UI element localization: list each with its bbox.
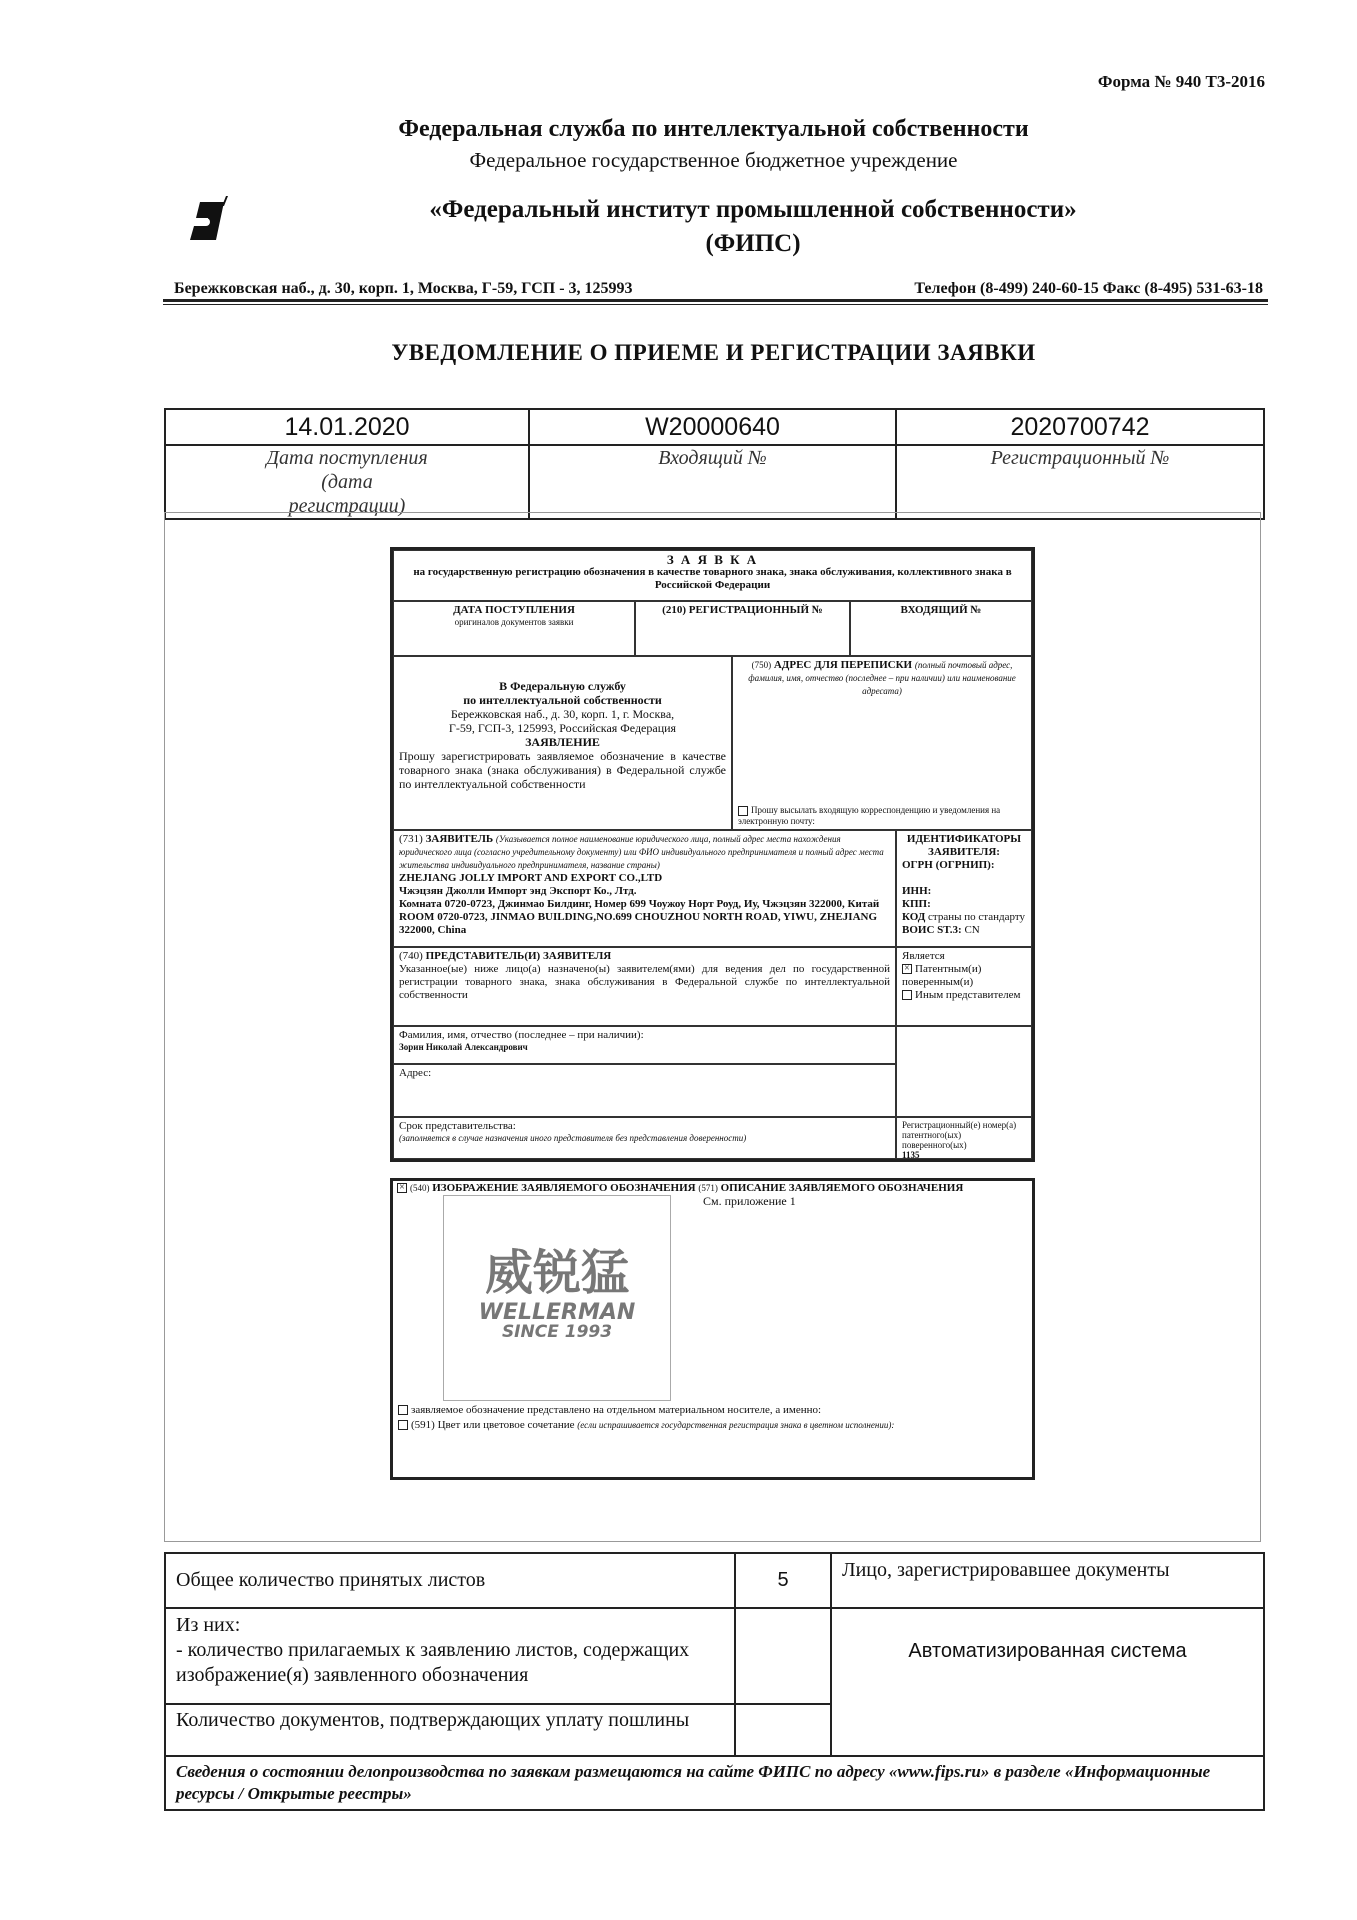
- image-checkbox[interactable]: ×: [397, 1183, 407, 1193]
- receipt-date: 14.01.2020: [165, 409, 529, 445]
- img-label: ИЗОБРАЖЕНИЕ ЗАЯВЛЯЕМОГО ОБОЗНАЧЕНИЯ: [432, 1182, 696, 1194]
- ids-title: ИДЕНТИФИКАТОРЫ ЗАЯВИТЕЛЯ:: [906, 833, 1022, 858]
- corr-code: (750): [751, 660, 772, 670]
- country-code: CN: [964, 924, 980, 936]
- regnum-box: [896, 1117, 1032, 1159]
- inn-label: ИНН:: [902, 885, 932, 897]
- recipient-4: Г-59, ГСП-3, 125993, Российская Федерация: [448, 721, 677, 735]
- date-label: ДАТА ПОСТУПЛЕНИЯ: [453, 604, 575, 616]
- correspondence-box: [732, 656, 1032, 830]
- attached-label: - количество прилагаемых к заявлению листов, содержащих изображение(я) заявленного обозначения: [176, 1639, 690, 1686]
- applicant-box: [393, 830, 896, 947]
- header-divider: [163, 299, 1268, 305]
- description-text: См. приложение 1: [703, 1194, 796, 1208]
- incoming-number-label: Входящий №: [529, 445, 896, 519]
- address: Бережковская наб., д. 30, корп. 1, Москва, Г-59, ГСП - 3, 125993: [174, 280, 633, 297]
- is-label: Является: [902, 950, 945, 962]
- app-label: ЗАЯВИТЕЛЬ: [425, 833, 494, 845]
- form-title-box: [393, 550, 1032, 601]
- rep-address-box: Адрес:: [393, 1064, 896, 1117]
- summary-table: [164, 1552, 1265, 1811]
- notice-title: УВЕДОМЛЕНИЕ О ПРИЕМЕ И РЕГИСТРАЦИИ ЗАЯВКИ: [391, 340, 1036, 365]
- total-label: Общее количество принятых листов: [165, 1553, 735, 1608]
- total-value: 5: [735, 1553, 831, 1608]
- org-name: Федеральная служба по интеллектуальной собственности: [398, 116, 1029, 142]
- email-checkbox[interactable]: [738, 806, 748, 816]
- rep-code: (740): [399, 950, 423, 962]
- incoming-number: W20000640: [529, 409, 896, 445]
- identifiers-box: [896, 830, 1032, 947]
- statement-title: ЗАЯВЛЕНИЕ: [525, 735, 600, 749]
- fee-label: Количество документов, подтверждающих уплату пошлины: [165, 1704, 735, 1756]
- rep-label: ПРЕДСТАВИТЕЛЬ(И) ЗАЯВИТЕЛЯ: [425, 950, 612, 962]
- form-title: З А Я В К А: [666, 552, 759, 567]
- org-type: Федеральное государственное бюджетное учреждение: [469, 148, 958, 172]
- color-label: (591) Цвет или цветовое сочетание: [411, 1419, 575, 1431]
- footer-note: Сведения о состоянии делопроизводства по заявкам размещаются на сайте ФИПС по адресу «www.fips.ru» в разделе «Информационные ресурсы / Открытые реестры»: [165, 1756, 1264, 1810]
- incoming-box: ВХОДЯЩИЙ №: [850, 601, 1032, 656]
- application-form-page: [390, 547, 1035, 1162]
- desc-label: ОПИСАНИЕ ЗАЯВЛЯЕМОГО ОБОЗНАЧЕНИЯ: [720, 1182, 964, 1194]
- registered-by: Автоматизированная система: [831, 1608, 1264, 1756]
- app-code: (731): [399, 833, 423, 845]
- fio-value: Зорин Николай Александрович: [399, 1042, 528, 1052]
- code-label: КОД: [902, 911, 926, 923]
- person-label: Лицо, зарегистрировавшее документы: [831, 1553, 1264, 1608]
- mark-english: WELLERMAN: [478, 1300, 636, 1325]
- representative-box: [393, 947, 896, 1026]
- separate-label: заявляемое обозначение представлено на отдельном материальном носителе, а именно:: [411, 1404, 822, 1416]
- ogrn-label: ОГРН (ОГРНИП):: [902, 859, 995, 871]
- fio-label: Фамилия, имя, отчество (последнее – при наличии):: [399, 1029, 644, 1041]
- rep-type-box: [896, 947, 1032, 1026]
- phone-fax: Телефон (8-499) 240-60-15 Факс (8-495) 531-63-18: [914, 280, 1263, 297]
- registration-table: [164, 408, 1265, 520]
- kpp-label: КПП:: [902, 898, 931, 910]
- institute-short: (ФИПС): [705, 230, 801, 257]
- term-box: [393, 1117, 896, 1159]
- rep-blank-box: [896, 1026, 1032, 1117]
- date-box: [393, 601, 635, 656]
- registration-number: 2020700742: [896, 409, 1264, 445]
- applicant-line: ROOM 0720-0723, JINMAO BUILDING,NO.699 CHOUZHOU NORTH ROAD, YIWU, ZHEJIANG 322000, China: [399, 911, 878, 936]
- color-checkbox[interactable]: [398, 1420, 408, 1430]
- fio-box: [393, 1026, 896, 1064]
- trademark-form-page: [390, 1178, 1035, 1480]
- applicant-line: ZHEJIANG JOLLY IMPORT AND EXPORT CO.,LTD: [399, 872, 663, 884]
- recipient-2: по интеллектуальной собственности: [463, 693, 662, 707]
- corr-label: АДРЕС ДЛЯ ПЕРЕПИСКИ: [773, 659, 913, 671]
- receipt-date-label: Дата поступления (дата регистрации): [165, 445, 529, 519]
- recipient-3: Бережковская наб., д. 30, корп. 1, г. Москва,: [450, 707, 675, 721]
- corr-hint: (полный почтовый адрес, фамилия, имя, отчество (последнее – при наличии) или наименование адресата): [748, 660, 1016, 696]
- term-hint: (заполняется в случае назначения иного представителя без представления доверенности): [399, 1133, 747, 1143]
- code-text: страны по стандарту: [928, 911, 1025, 923]
- attached-value: [735, 1608, 831, 1704]
- fee-value: [735, 1704, 831, 1756]
- patent-opt: Патентным(и) поверенным(и): [902, 963, 982, 988]
- recipient-1: В Федеральную службу: [499, 679, 626, 693]
- email-label: Прошу высылать входящую корреспонденцию и уведомления на электронную почту:: [738, 805, 1001, 826]
- registration-number-label: Регистрационный №: [896, 445, 1264, 519]
- statement-text: Прошу зарегистрировать заявляемое обозначение в качестве товарного знака (знака обслуживания) в Федеральной службе по интеллектуальной собственности: [399, 749, 726, 791]
- term-label: Срок представительства:: [399, 1120, 516, 1132]
- recipient-box: [393, 656, 732, 830]
- patent-attorney-checkbox[interactable]: ×: [902, 964, 912, 974]
- reg-box: (210) РЕГИСТРАЦИОННЫЙ №: [635, 601, 850, 656]
- regnum-label: Регистрационный(е) номер(а) патентного(ых) поверенного(ых): [902, 1120, 1017, 1150]
- form-subtitle: на государственную регистрацию обозначения в качестве товарного знака, знака обслуживания, коллективного знака в Российской Федерации: [413, 566, 1012, 591]
- attached-cell: [165, 1608, 735, 1704]
- rep-text: Указанное(ые) ниже лицо(а) назначено(ы) заявителем(ями) для ведения дел по государственной регистрации товарного знака, знака обслуживания в Федеральной службе по интеллектуальной собственности: [399, 963, 890, 1001]
- of-them-label: Из них:: [176, 1614, 241, 1636]
- applicant-line: Комната 0720-0723, Джинмао Билдинг, Номер 699 Чоужоу Норт Роуд, Иу, Чжэцзян 322000, Китай: [399, 898, 880, 910]
- form-number: Форма № 940 Т3-2016: [1097, 72, 1265, 91]
- color-hint: (если испрашивается государственная регистрация знака в цветном исполнении):: [577, 1420, 895, 1430]
- wipo-label: ВОИС ST.3:: [902, 924, 962, 936]
- trademark-image: [443, 1195, 671, 1401]
- applicant-line: Чжэцзян Джолли Импорт энд Экспорт Ко., Лтд.: [399, 885, 637, 897]
- mark-since: SINCE 1993: [501, 1322, 613, 1342]
- other-rep-checkbox[interactable]: [902, 990, 912, 1000]
- desc-code: (571): [698, 1183, 718, 1193]
- mark-chinese: 威锐猛: [484, 1245, 629, 1301]
- regnum-value: 1135: [902, 1150, 920, 1159]
- img-code: (540): [410, 1183, 430, 1193]
- app-hint: (Указывается полное наименование юридического лица, полный адрес места нахождения юридического лица (согласно учредительному документу) или ФИО индивидуального предпринимателя и полный адрес места жительства индивидуального предпринимателя, название страны): [399, 834, 884, 870]
- other-opt: Иным представителем: [915, 989, 1021, 1001]
- separate-medium-checkbox[interactable]: [398, 1405, 408, 1415]
- date-sub: оригиналов документов заявки: [454, 617, 574, 627]
- institute-name: «Федеральный институт промышленной собственности»: [429, 196, 1077, 223]
